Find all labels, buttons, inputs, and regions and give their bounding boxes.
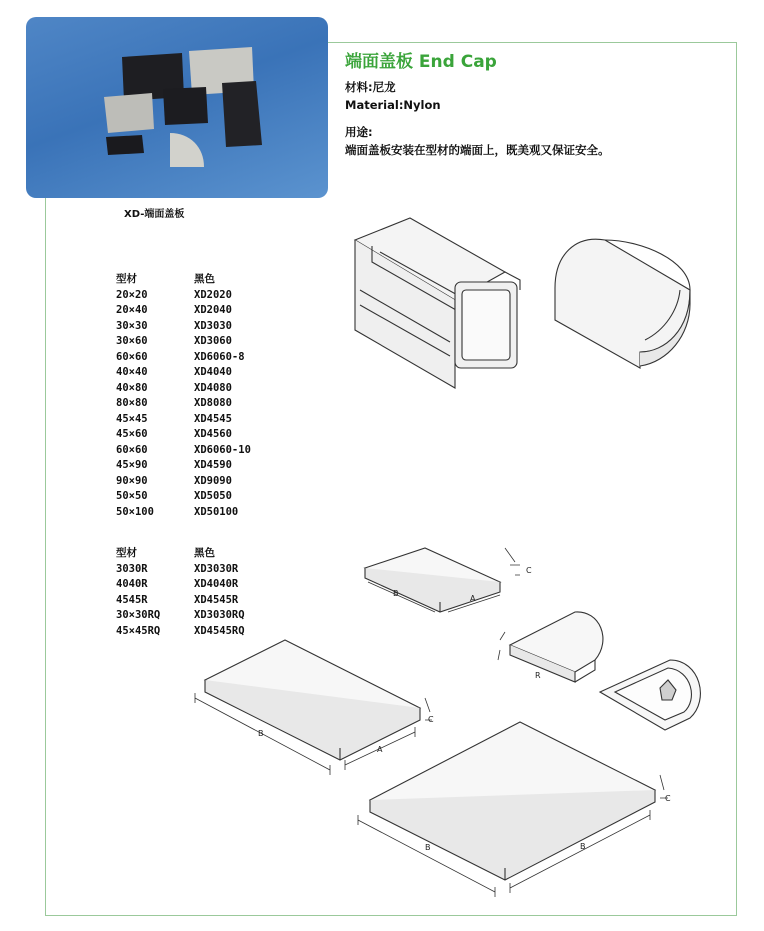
dim-label-b: B [580, 842, 586, 851]
model-code: XD4590 [194, 459, 232, 471]
profile-size: 30×60 [116, 335, 148, 347]
profile-size: 45×60 [116, 428, 148, 440]
profile-size: 60×60 [116, 350, 148, 363]
profile-size: 4040R [116, 578, 148, 590]
model-code: XD6060-10 [194, 443, 251, 456]
dim-label-b: B [425, 843, 431, 852]
profile-size: 45×45 [116, 412, 148, 425]
profile-size: 45×90 [116, 459, 148, 471]
dim-label-r: R [535, 671, 541, 680]
model-code: XD3030RQ [194, 609, 245, 621]
profile-size: 30×30RQ [116, 609, 161, 621]
square-end-cap-small-drawing [365, 548, 520, 612]
header-color: 黑色 [194, 273, 215, 285]
profile-size: 80×80 [116, 397, 148, 409]
model-code: XD3030 [194, 319, 232, 332]
model-code: XD3030R [194, 562, 239, 575]
usage-text: 端面盖板安装在型材的端面上，既美观又保证安全。 [345, 143, 610, 157]
usage-label: 用途: [345, 125, 373, 139]
model-code: XD4545RQ [194, 624, 245, 637]
model-code: XD3060 [194, 335, 232, 347]
model-code: XD4545R [194, 593, 239, 606]
photo-caption: XD-端面盖板 [124, 209, 185, 220]
material-en: Material:Nylon [345, 98, 441, 112]
profile-with-end-cap-drawing [355, 218, 520, 388]
profile-size: 45×45RQ [116, 624, 161, 637]
header-profile: 型材 [116, 273, 137, 285]
profile-size: 4545R [116, 593, 148, 606]
profile-size: 50×50 [116, 490, 148, 502]
profile-size: 3030R [116, 562, 148, 575]
square-end-cap-large-drawing [358, 722, 668, 897]
rounded-end-cap-drawing [555, 239, 690, 368]
header-color: 黑色 [194, 547, 215, 559]
square-end-cap-medium-drawing [195, 640, 432, 775]
header-profile: 型材 [116, 547, 137, 559]
material-cn: 材料:尼龙 [345, 80, 396, 94]
dim-label-b: B [258, 729, 264, 738]
quarter-round-end-cap-drawing [498, 612, 603, 682]
dim-label-a: A [470, 594, 476, 603]
model-code: XD4080 [194, 381, 232, 394]
profile-size: 20×40 [116, 304, 148, 316]
model-code: XD2020 [194, 288, 232, 301]
model-code: XD4545 [194, 412, 232, 425]
model-code: XD6060-8 [194, 350, 245, 363]
model-code: XD9090 [194, 474, 232, 487]
profile-size: 90×90 [116, 474, 148, 487]
model-code: XD4560 [194, 428, 232, 440]
dim-label-c: C [665, 794, 671, 803]
profile-size: 40×40 [116, 366, 148, 378]
page-title: 端面盖板 End Cap [345, 52, 497, 72]
profile-size: 50×100 [116, 505, 154, 518]
model-code: XD5050 [194, 490, 232, 502]
model-code: XD50100 [194, 505, 239, 518]
profile-size: 40×80 [116, 381, 148, 394]
dim-label-a: A [377, 745, 383, 754]
dim-label-b: B [393, 589, 399, 598]
model-code: XD2040 [194, 304, 232, 316]
dim-label-c: C [428, 715, 434, 724]
model-code: XD8080 [194, 397, 232, 409]
dim-label-c: C [526, 566, 532, 575]
profile-size: 30×30 [116, 319, 148, 332]
quarter-round-end-cap-inner-drawing [600, 660, 700, 730]
profile-size: 60×60 [116, 443, 148, 456]
profile-size: 20×20 [116, 288, 148, 301]
model-code: XD4040R [194, 578, 239, 590]
model-code: XD4040 [194, 366, 232, 378]
